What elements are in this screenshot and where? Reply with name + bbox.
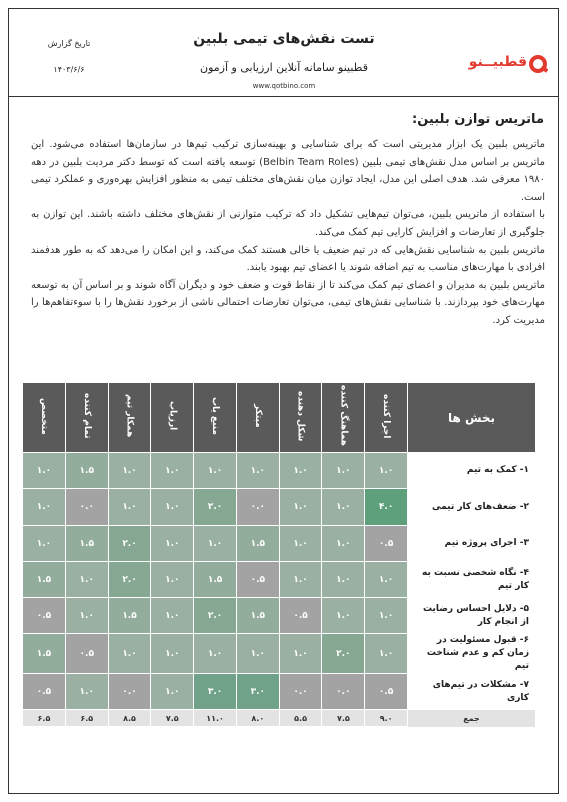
score-cell: ۱.۰ <box>322 598 365 634</box>
row-label: ۳- اجرای پروژه تیم <box>408 526 536 562</box>
paragraph: ماتریس بلبین به شناسایی نقش‌هایی که در تیم ضعیف یا خالی هستند کمک می‌کند، و این امکان را می‌دهد که به طور هدفمند افرادی با مهارت‌های مناسب به تیم اضافه شوند یا اعضای تیم بهبود یابند. <box>31 244 545 274</box>
role-header: ارزیاب <box>151 383 194 453</box>
score-cell: ۱.۰ <box>365 453 408 489</box>
score-cell: ۱.۰ <box>194 526 237 562</box>
score-cell: ۱.۰ <box>236 453 279 489</box>
score-cell: ۱.۰ <box>279 489 322 526</box>
report-date-label: تاریخ گزارش <box>47 39 91 48</box>
total-cell: ۶.۵ <box>23 710 66 727</box>
table-body <box>23 453 536 727</box>
row-label: ۵- دلایل احساس رضایت از انجام کار <box>408 598 536 634</box>
score-cell: ۱.۰ <box>365 562 408 598</box>
table-row <box>23 674 536 710</box>
paragraph: ماتریس بلبین به مدیران و اعضای تیم کمک می‌کند تا از نقاط قوت و ضعف خود و دیگران آگاه شوند و بر اساس آن به توسعه مهارت‌های خود بپردازند. با شناسایی نقش‌های تیمی، می‌توان تعارضات احتمالی ناشی از برخورد نقش‌ها را با سوءتفاهم‌ها را مدیریت کرد. <box>31 279 545 326</box>
score-cell: ۱.۰ <box>65 674 108 710</box>
score-cell: ۰.۰ <box>279 674 322 710</box>
score-cell: ۱.۰ <box>279 526 322 562</box>
score-cell: ۱.۰ <box>23 526 66 562</box>
score-cell: ۰.۵ <box>236 562 279 598</box>
score-cell: ۱.۰ <box>322 489 365 526</box>
report-subtitle: قطبینو سامانه آنلاین ارزیابی و آزمون <box>200 61 368 74</box>
score-cell: ۱.۰ <box>322 562 365 598</box>
belbin-matrix-table <box>22 382 536 727</box>
section-body <box>31 136 545 330</box>
table-header-row <box>23 383 536 453</box>
role-header: شکل دهنده <box>279 383 322 453</box>
total-row <box>23 710 536 727</box>
score-cell: ۰.۵ <box>23 598 66 634</box>
score-cell: ۰.۵ <box>279 598 322 634</box>
logo-text: قطبیــنو <box>468 54 527 70</box>
score-cell: ۱.۰ <box>279 453 322 489</box>
score-cell: ۱.۰ <box>108 634 151 674</box>
role-header: مبتکر <box>236 383 279 453</box>
score-cell: ۱.۰ <box>151 453 194 489</box>
score-cell: ۴.۰ <box>365 489 408 526</box>
row-label: ۱- کمک به تیم <box>408 453 536 489</box>
score-cell: ۱.۰ <box>108 453 151 489</box>
section-title: ماتریس توازن بلبین: <box>412 112 544 127</box>
score-cell: ۱.۵ <box>236 598 279 634</box>
role-header: متخصص <box>23 383 66 453</box>
score-cell: ۲.۰ <box>108 526 151 562</box>
sections-header: بخش ها <box>408 383 536 453</box>
total-cell: ۷.۵ <box>322 710 365 727</box>
role-header: هماهنگ کننده <box>322 383 365 453</box>
score-cell: ۱.۵ <box>65 453 108 489</box>
table-row <box>23 598 536 634</box>
score-cell: ۰.۵ <box>365 526 408 562</box>
score-cell: ۱.۰ <box>365 598 408 634</box>
table-row <box>23 634 536 674</box>
website-url[interactable]: www.qotbino.com <box>252 82 316 90</box>
score-cell: ۰.۵ <box>65 634 108 674</box>
total-cell: ۸.۵ <box>108 710 151 727</box>
report-header <box>9 9 558 97</box>
score-cell: ۲.۰ <box>194 489 237 526</box>
report-date-value: ۱۴۰۳/۶/۶ <box>53 65 85 74</box>
score-cell: ۱.۵ <box>23 562 66 598</box>
score-cell: ۱.۰ <box>322 453 365 489</box>
row-label: ۴- نگاه شخصی نسبت به کار تیم <box>408 562 536 598</box>
score-cell: ۰.۰ <box>108 674 151 710</box>
score-cell: ۳.۰ <box>194 674 237 710</box>
score-cell: ۲.۰ <box>108 562 151 598</box>
total-cell: ۱۱.۰ <box>194 710 237 727</box>
total-label: جمع <box>408 710 536 727</box>
score-cell: ۱.۰ <box>65 598 108 634</box>
score-cell: ۳.۰ <box>236 674 279 710</box>
score-cell: ۱.۰ <box>151 489 194 526</box>
paragraph: با استفاده از ماتریس بلبین، می‌توان تیم‌هایی تشکیل داد که ترکیب متوازنی از نقش‌های مختلف داشته باشند. این توازن به جلوگیری از تعارضات و افزایش کارایی تیم کمک می‌کند. <box>31 209 545 238</box>
qotbino-logo <box>468 53 557 77</box>
row-label: ۲- ضعف‌های کار تیمی <box>408 489 536 526</box>
score-cell: ۱.۰ <box>194 453 237 489</box>
score-cell: ۱.۰ <box>322 526 365 562</box>
score-cell: ۲.۰ <box>322 634 365 674</box>
role-header: اجرا کننده <box>365 383 408 453</box>
score-cell: ۰.۰ <box>322 674 365 710</box>
role-header: همکار تیم <box>108 383 151 453</box>
score-cell: ۰.۰ <box>65 489 108 526</box>
score-cell: ۱.۵ <box>194 562 237 598</box>
row-label: ۷- مشکلات در تیم‌های کاری <box>408 674 536 710</box>
score-cell: ۱.۵ <box>236 526 279 562</box>
logo-q-icon <box>529 55 547 73</box>
table-row <box>23 562 536 598</box>
report-title: تست نقش‌های تیمی بلبین <box>193 31 375 47</box>
score-cell: ۱.۵ <box>108 598 151 634</box>
row-label: ۶- قبول مسئولیت در زمان کم و عدم شناخت تیم <box>408 634 536 674</box>
score-cell: ۱.۰ <box>279 562 322 598</box>
score-cell: ۱.۰ <box>151 526 194 562</box>
role-header: تمام کننده <box>65 383 108 453</box>
total-cell: ۸.۰ <box>236 710 279 727</box>
table-row <box>23 526 536 562</box>
total-cell: ۹.۰ <box>365 710 408 727</box>
score-cell: ۰.۵ <box>23 674 66 710</box>
score-cell: ۱.۰ <box>151 598 194 634</box>
score-cell: ۱.۰ <box>23 453 66 489</box>
score-cell: ۰.۵ <box>365 674 408 710</box>
score-cell: ۱.۰ <box>151 634 194 674</box>
score-cell: ۱.۰ <box>108 489 151 526</box>
score-cell: ۱.۰ <box>365 634 408 674</box>
score-cell: ۱.۰ <box>23 489 66 526</box>
score-cell: ۱.۰ <box>151 562 194 598</box>
score-cell: ۱.۰ <box>151 674 194 710</box>
score-cell: ۱.۰ <box>65 562 108 598</box>
score-cell: ۱.۰ <box>279 634 322 674</box>
score-cell: ۱.۰ <box>236 634 279 674</box>
table-row <box>23 453 536 489</box>
total-cell: ۶.۵ <box>65 710 108 727</box>
score-cell: ۱.۰ <box>194 634 237 674</box>
paragraph: ماتریس بلبین یک ابزار مدیریتی است که برای شناسایی و بهینه‌سازی ترکیب تیم‌ها در سازمان‌ها استفاده می‌شود. این ماتریس بر اساس مدل نقش‌های تیمی بلبین (Belbin Team Roles) توسعه یافته است که توسط دکتر مردیت بلبین در دهه ۱۹۸۰ معرفی شد. هدف اصلی این مدل، ایجاد توازن میان نقش‌های مختلف تیمی به منظور افزایش بهره‌وری و عملکرد تیمی است. <box>31 139 545 203</box>
total-cell: ۵.۵ <box>279 710 322 727</box>
score-cell: ۰.۰ <box>236 489 279 526</box>
table-row <box>23 489 536 526</box>
score-cell: ۱.۵ <box>23 634 66 674</box>
score-cell: ۱.۵ <box>65 526 108 562</box>
role-header: منبع یاب <box>194 383 237 453</box>
total-cell: ۷.۵ <box>151 710 194 727</box>
score-cell: ۲.۰ <box>194 598 237 634</box>
